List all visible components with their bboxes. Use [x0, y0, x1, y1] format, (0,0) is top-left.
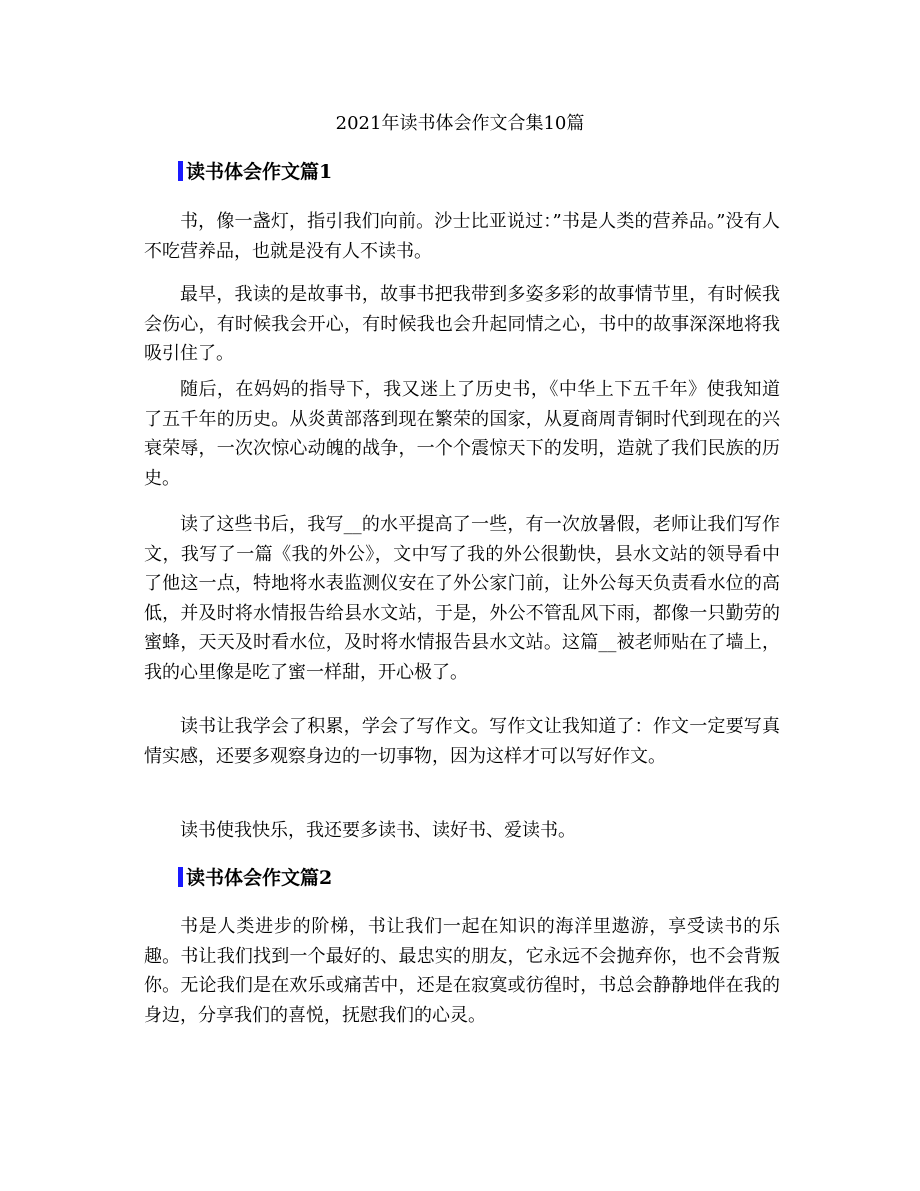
document-title: 2021年读书体会作文合集10篇: [335, 113, 585, 134]
paragraph: 读了这些书后，我写__的水平提高了一些，有一次放暑假，老师让我们写作文，我写了一篇《我的外公》，文中写了我的外公很勤快，县水文站的领导看中了他这一点，特地将水表监测仪安在了外公家门前，让外公每天负责看水位的高低，并及时将水情报告给县水文站，于是，外公不管乱风下雨，都像一只勤劳的蜜蜂，天天及时看水位，及时将水情报告县水文站。这篇__被老师贴在了墙上，我的心里像是吃了蜜一样甜，开心极了。: [144, 514, 780, 683]
heading-marker-icon: [178, 867, 183, 887]
heading-marker-icon: [178, 161, 183, 181]
section-heading-2: [178, 865, 332, 891]
paragraph: 随后，在妈妈的指导下，我又迷上了历史书，《中华上下五千年》使我知道了五千年的历史。从炎黄部落到现在繁荣的国家，从夏商周青铜时代到现在的兴衰荣辱，一次次惊心动魄的战争，一个个震惊天下的发明，造就了我们民族的历史。: [144, 379, 780, 489]
section-heading-text: 读书体会作文篇1: [186, 161, 333, 183]
paragraph: 书是人类进步的阶梯，书让我们一起在知识的海洋里遨游，享受读书的乐趣。书让我们找到一个最好的、最忠实的朋友，它永远不会抛弃你，也不会背叛你。无论我们是在欢乐或痛苦中，还是在寂寞或彷徨时，书总会静静地伴在我的身边，分享我们的喜悦，抚慰我们的心灵。: [144, 916, 780, 1026]
section-heading-1: [178, 159, 332, 185]
paragraph: 读书使我快乐，我还要多读书、读好书、爱读书。: [180, 820, 576, 841]
section-heading-text: 读书体会作文篇2: [186, 867, 333, 889]
paragraph: 书，像一盏灯，指引我们向前。沙士比亚说过：”书是人类的营养品。”没有人不吃营养品，也就是没有人不读书。: [144, 211, 780, 262]
paragraph: 读书让我学会了积累，学会了写作文。写作文让我知道了：作文一定要写真情实感，还要多观察身边的一切事物，因为这样才可以写好作文。: [144, 716, 780, 767]
paragraph: 最早，我读的是故事书，故事书把我带到多姿多彩的故事情节里，有时候我会伤心，有时候我会开心，有时候我也会升起同情之心，书中的故事深深地将我吸引住了。: [144, 284, 780, 364]
